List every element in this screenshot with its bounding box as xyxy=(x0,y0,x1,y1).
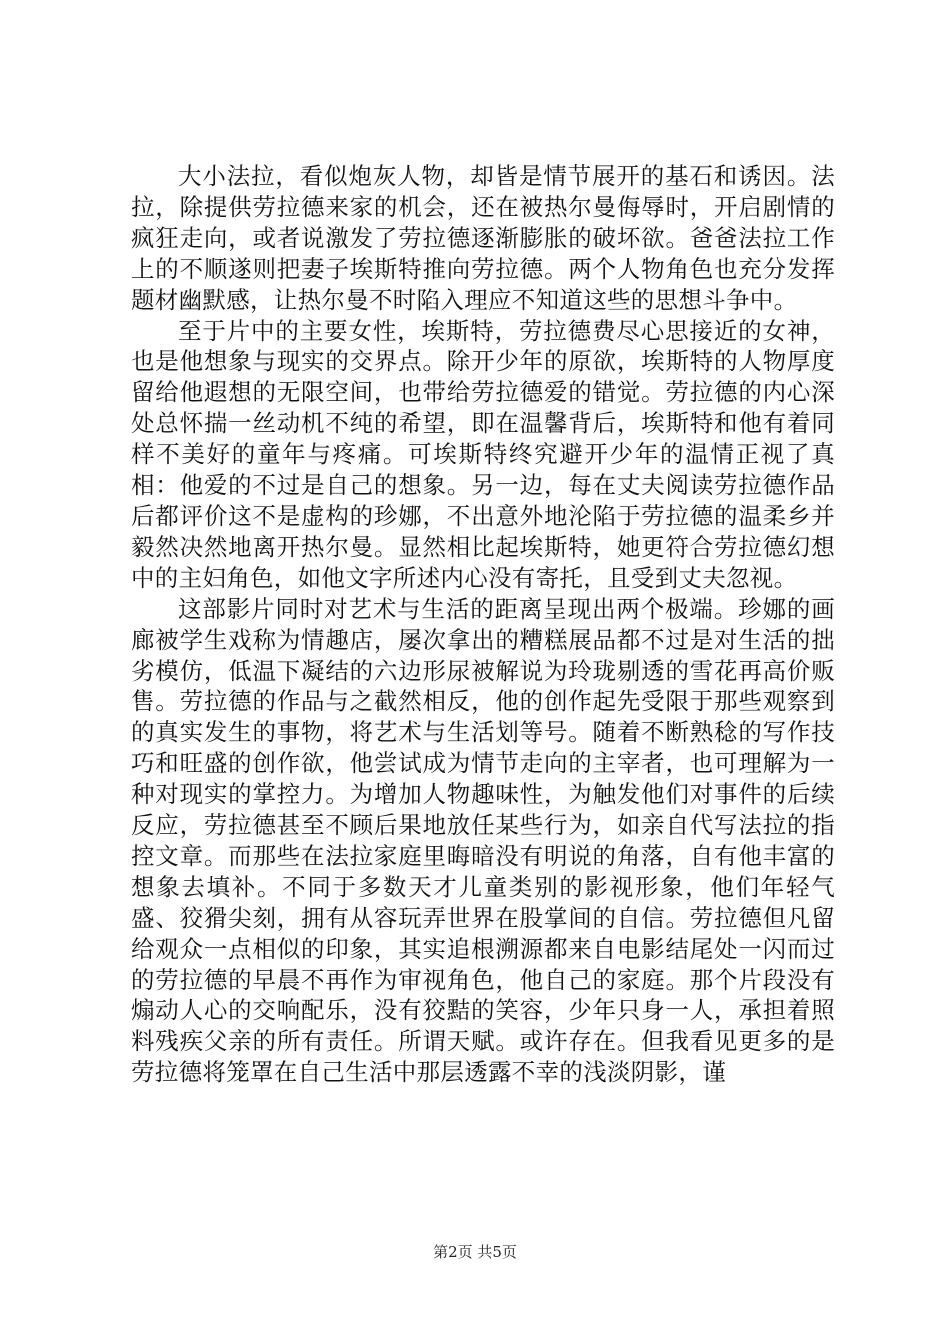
body-text xyxy=(131,161,835,1088)
page-number-footer: 第2页 共5页 xyxy=(433,1243,517,1261)
paragraph: 这部影片同时对艺术与生活的距离呈现出两个极端。珍娜的画廊被学生戏称为情趣店，屡次拿出的糟糕展品都不过是对生活的拙劣模仿，低温下凝结的六边形尿被解说为玲珑剔透的雪花再高价贩售。劳拉德的作品与之截然相反，他的创作起先受限于那些观察到的真实发生的事物，将艺术与生活划等号。随着不断熟稔的写作技巧和旺盛的创作欲，他尝试成为情节走向的主宰者，也可理解为一种对现实的掌控力。为增加人物趣味性，为触发他们对事件的后续反应，劳拉德甚至不顾后果地放任某些行为，如亲自代写法拉的指控文章。而那些在法拉家庭里晦暗没有明说的角落，自有他丰富的想象去填补。不同于多数天才儿童类别的影视形象，他们年轻气盛、狡猾尖刻，拥有从容玩弄世界在股掌间的自信。劳拉德但凡留给观众一点相似的印象，其实追根溯源都来自电影结尾处一闪而过的劳拉德的早晨不再作为审视角色，他自己的家庭。那个片段没有煽动人心的交响配乐，没有狡黠的笑容，少年只身一人，承担着照料残疾父亲的所有责任。所谓天赋。或许存在。但我看见更多的是劳拉德将笼罩在自己生活中那层透露不幸的浅淡阴影，谨 xyxy=(131,594,835,1087)
paragraph: 至于片中的主要女性，埃斯特，劳拉德费尽心思接近的女神，也是他想象与现实的交界点。除开少年的原欲，埃斯特的人物厚度留给他遐想的无限空间，也带给劳拉德爱的错觉。劳拉德的内心深处总怀揣一丝动机不纯的希望，即在温馨背后，埃斯特和他有着同样不美好的童年与疼痛。可埃斯特终究避开少年的温情正视了真相：他爱的不过是自己的想象。另一边，每在丈夫阅读劳拉德作品后都评价这不是虚构的珍娜，不出意外地沦陷于劳拉德的温柔乡并毅然决然地离开热尔曼。显然相比起埃斯特，她更符合劳拉德幻想中的主妇角色，如他文字所述内心没有寄托，且受到丈夫忽视。 xyxy=(131,316,835,592)
paragraph: 大小法拉，看似炮灰人物，却皆是情节展开的基石和诱因。法拉，除提供劳拉德来家的机会，还在被热尔曼侮辱时，开启剧情的疯狂走向，或者说激发了劳拉德逐渐膨胀的破坏欲。爸爸法拉工作上的不顺遂则把妻子埃斯特推向劳拉德。两个人物角色也充分发挥题材幽默感，让热尔曼不时陷入理应不知道这些的思想斗争中。 xyxy=(131,162,835,314)
